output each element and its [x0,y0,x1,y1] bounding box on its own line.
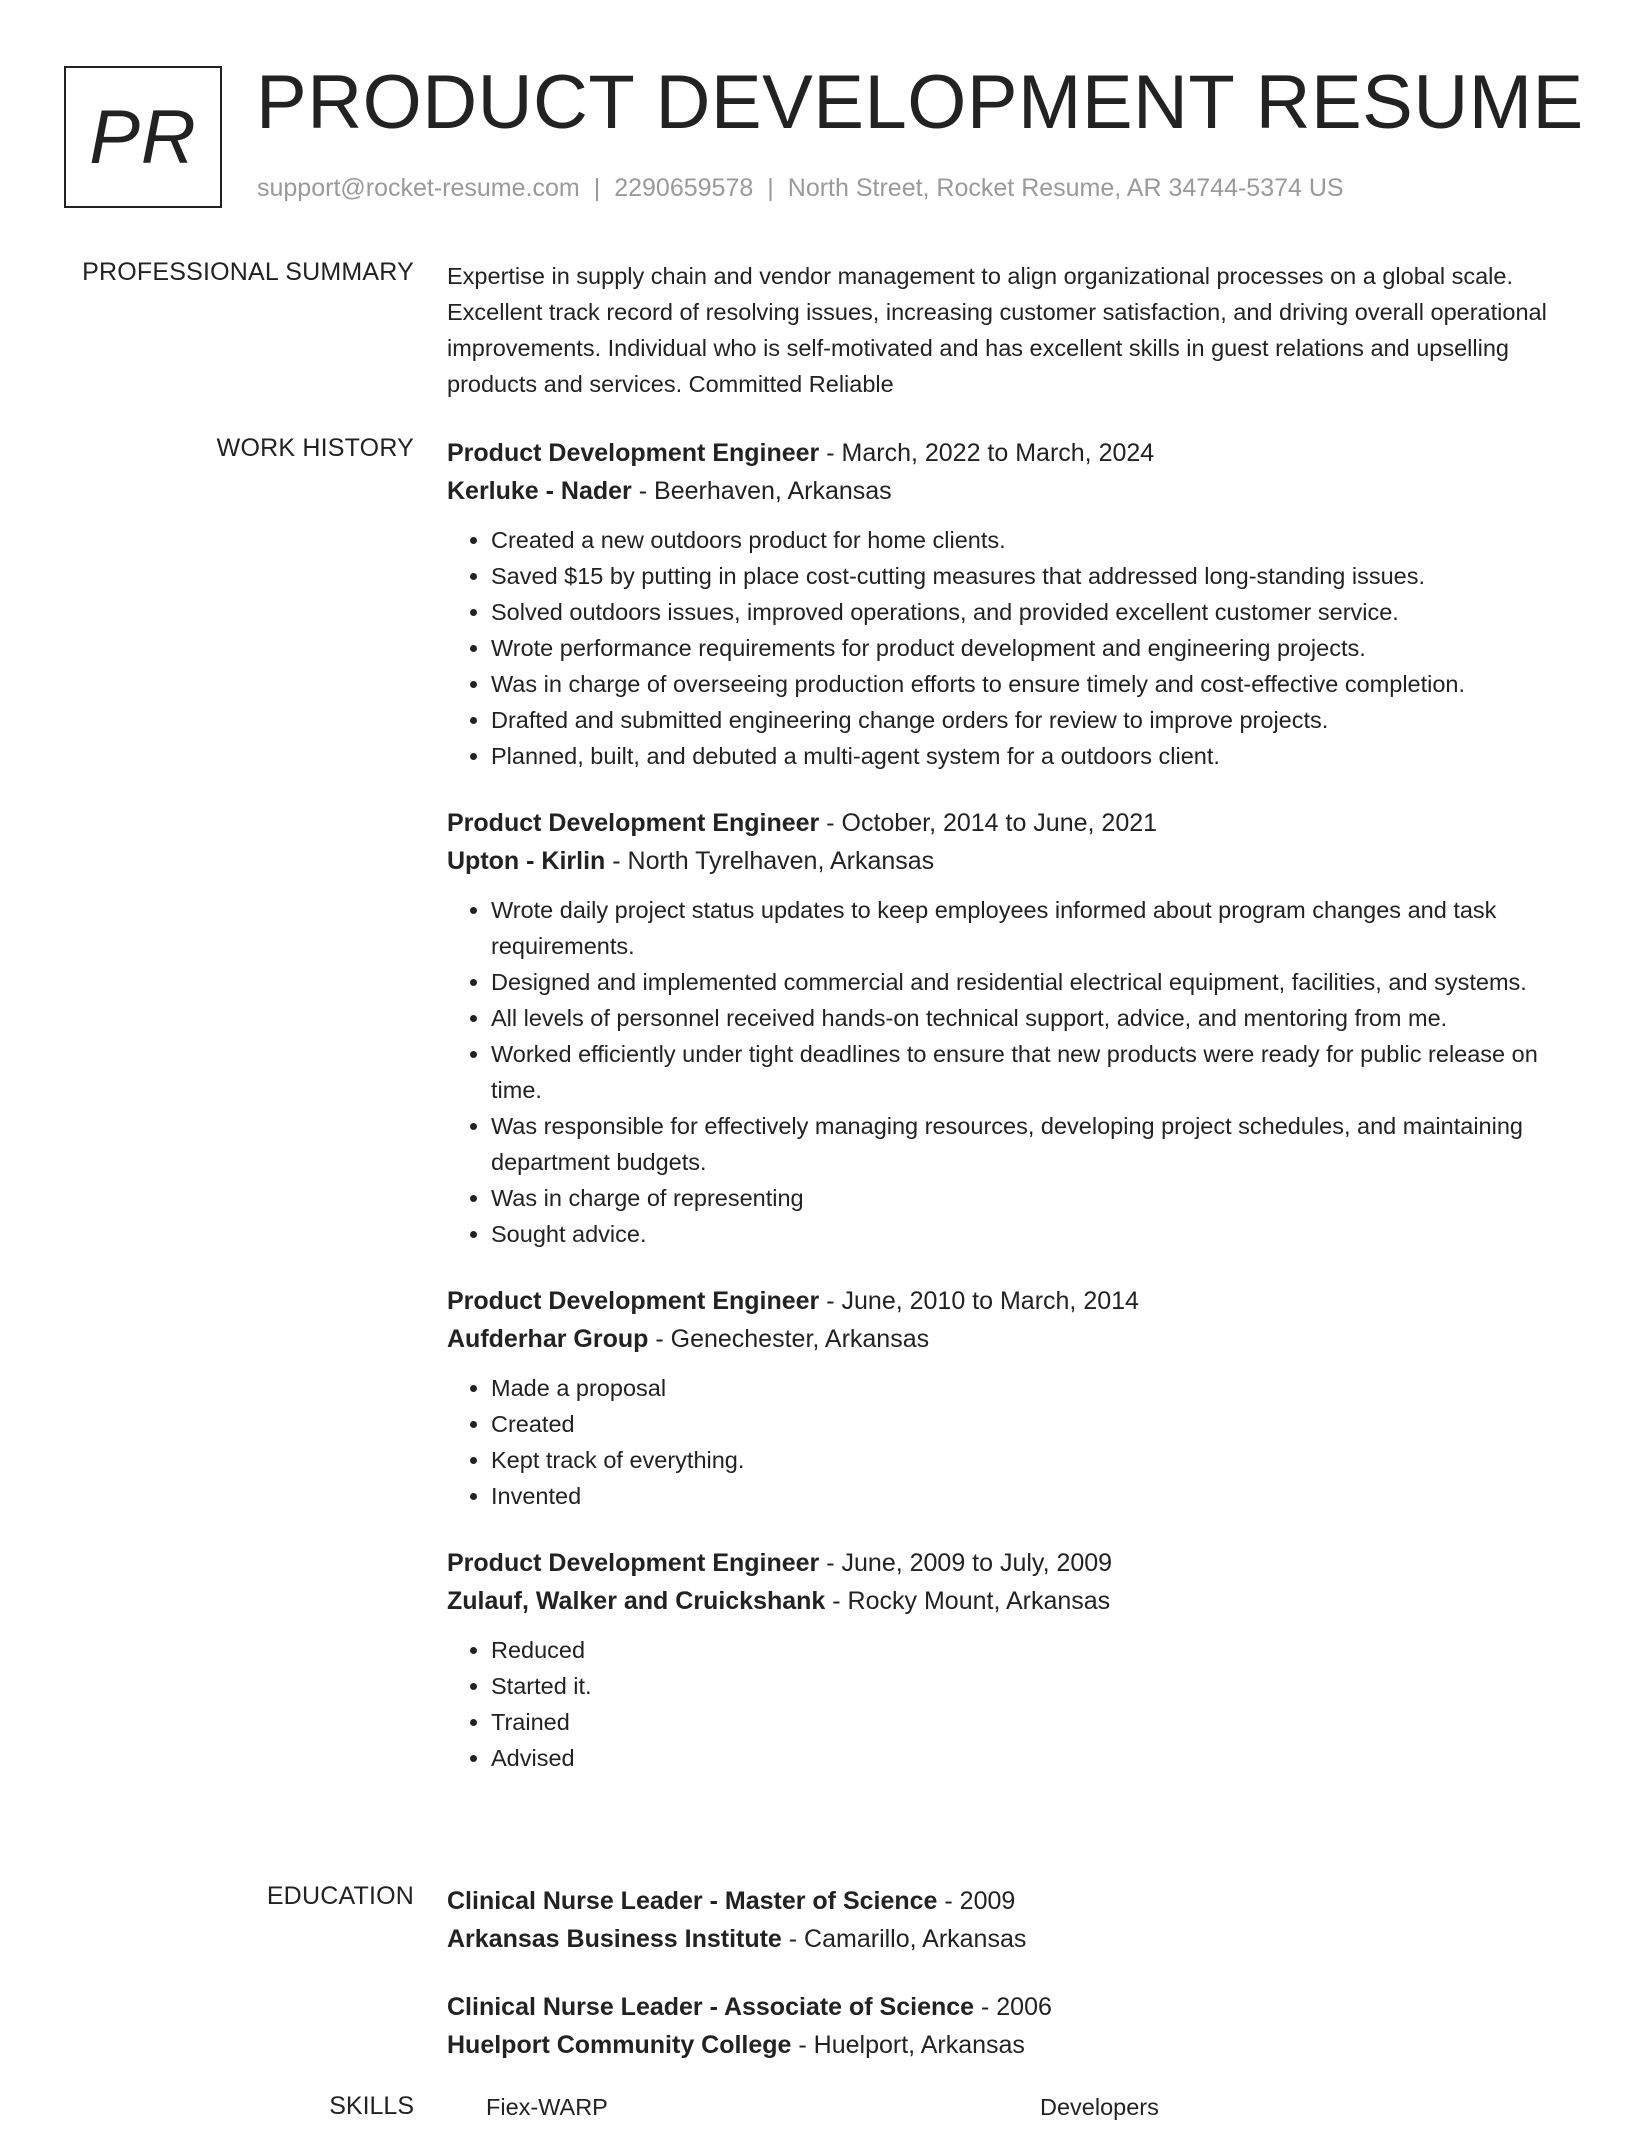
job-company: Upton - Kirlin [447,847,606,875]
job-company: Aufderhar Group [447,1325,649,1353]
job-company-line [447,472,1563,510]
contact-line [257,174,1344,203]
job-bullet: • Drafted and submitted engineering change orders for review to improve projects. [491,702,1563,738]
job-dates: - March, 2022 to March, 2024 [819,439,1155,467]
job-location: - Genechester, Arkansas [648,1325,930,1353]
job-title-line [447,804,1563,842]
job-bullet: • Created a new outdoors product for home clients. [491,522,1563,558]
work-history-body [447,434,1563,1806]
education-school-line [447,2026,1563,2064]
job-bullet: • Worked efficiently under tight deadlines to ensure that new products were ready for public release on time. [491,1036,1563,1108]
job-bullet: • Invented [491,1478,1563,1514]
job-location: - North Tyrelhaven, Arkansas [605,847,935,875]
job-bullet: • Wrote daily project status updates to keep employees informed about program changes and task requirements. [491,892,1563,964]
job-bullet: • Was in charge of overseeing production efforts to ensure timely and cost-effective completion. [491,666,1563,702]
job-bullet: • Started it. [491,1668,1563,1704]
job-bullets [447,1632,1563,1776]
job-entry [447,1282,1563,1514]
job-bullet: • Created [491,1406,1563,1442]
skills-section [0,2092,1632,2132]
job-title: Product Development Engineer [447,1287,820,1315]
monogram-logo: PR [64,66,222,208]
job-bullets [447,522,1563,774]
education-degree-line [447,1882,1563,1920]
job-bullet: • Kept track of everything. [491,1442,1563,1478]
job-bullet: • Made a proposal [491,1370,1563,1406]
education-school: Arkansas Business Institute [447,1925,782,1953]
job-entry [447,1544,1563,1776]
education-year: - 2009 [937,1887,1016,1915]
job-entry [447,434,1563,774]
contact-separator: | [767,174,774,202]
work-history-heading: WORK HISTORY [216,434,414,462]
summary-heading: PROFESSIONAL SUMMARY [82,258,414,286]
job-title: Product Development Engineer [447,809,820,837]
job-bullet: • Saved $15 by putting in place cost-cutting measures that addressed long-standing issues. [491,558,1563,594]
job-bullet: • Designed and implemented commercial and residential electrical equipment, facilities, and systems. [491,964,1563,1000]
job-dates: - June, 2009 to July, 2009 [819,1549,1113,1577]
job-company: Kerluke - Nader [447,477,632,505]
job-company-line [447,1582,1563,1620]
education-degree: Clinical Nurse Leader - Master of Science [447,1887,938,1915]
job-bullet: • Reduced [491,1632,1563,1668]
job-entry [447,804,1563,1252]
job-bullet: • Was in charge of representing [491,1180,1563,1216]
skill-item: Fiex-WARP [486,2094,608,2120]
job-bullets [447,892,1563,1252]
job-title-line [447,1544,1563,1582]
skill-item: Developers [1040,2094,1159,2120]
job-title-line [447,434,1563,472]
education-body [447,1882,1563,2094]
skills-heading: SKILLS [329,2092,414,2120]
education-location: - Camarillo, Arkansas [781,1925,1027,1953]
job-company: Zulauf, Walker and Cruickshank [447,1587,826,1615]
job-company-line [447,1320,1563,1358]
job-dates: - June, 2010 to March, 2014 [819,1287,1139,1315]
job-bullet: • All levels of personnel received hands-on technical support, advice, and mentoring from me. [491,1000,1563,1036]
summary-body [447,258,1563,402]
education-degree: Clinical Nurse Leader - Associate of Science [447,1993,975,2021]
job-title: Product Development Engineer [447,1549,820,1577]
job-title: Product Development Engineer [447,439,820,467]
contact-phone[interactable]: 2290659578 [614,174,754,202]
job-title-line [447,1282,1563,1320]
resume-title: PRODUCT DEVELOPMENT RESUME [256,60,1584,145]
contact-address: North Street, Rocket Resume, AR 34744-5374 US [787,174,1344,202]
job-bullet: • Sought advice. [491,1216,1563,1252]
education-entry [447,1882,1563,1958]
education-location: - Huelport, Arkansas [791,2031,1025,2059]
job-location: - Beerhaven, Arkansas [631,477,892,505]
education-degree-line [447,1988,1563,2026]
summary-text: Expertise in supply chain and vendor management to align organizational processes on a global scale. Excellent track record of resolving issues, increasing customer satisfaction, and driving overall operational improvements. Individual who is self-motivated and has excellent skills in guest relations and upselling products and services. Committed Reliable [447,263,1547,397]
job-company-line [447,842,1563,880]
job-dates: - October, 2014 to June, 2021 [819,809,1158,837]
job-bullet: • Wrote performance requirements for product development and engineering projects. [491,630,1563,666]
education-year: - 2006 [974,1993,1052,2021]
job-bullet: • Solved outdoors issues, improved operations, and provided excellent customer service. [491,594,1563,630]
job-bullet: • Was responsible for effectively managing resources, developing project schedules, and maintaining department budgets. [491,1108,1563,1180]
education-entry [447,1988,1563,2064]
contact-email[interactable]: support@rocket-resume.com [257,174,580,202]
job-location: - Rocky Mount, Arkansas [825,1587,1111,1615]
job-bullet: • Advised [491,1740,1563,1776]
education-school-line [447,1920,1563,1958]
contact-separator: | [593,174,601,202]
education-school: Huelport Community College [447,2031,792,2059]
job-bullet: • Planned, built, and debuted a multi-agent system for a outdoors client. [491,738,1563,774]
job-bullets [447,1370,1563,1514]
education-heading: EDUCATION [266,1882,414,1910]
job-bullet: • Trained [491,1704,1563,1740]
